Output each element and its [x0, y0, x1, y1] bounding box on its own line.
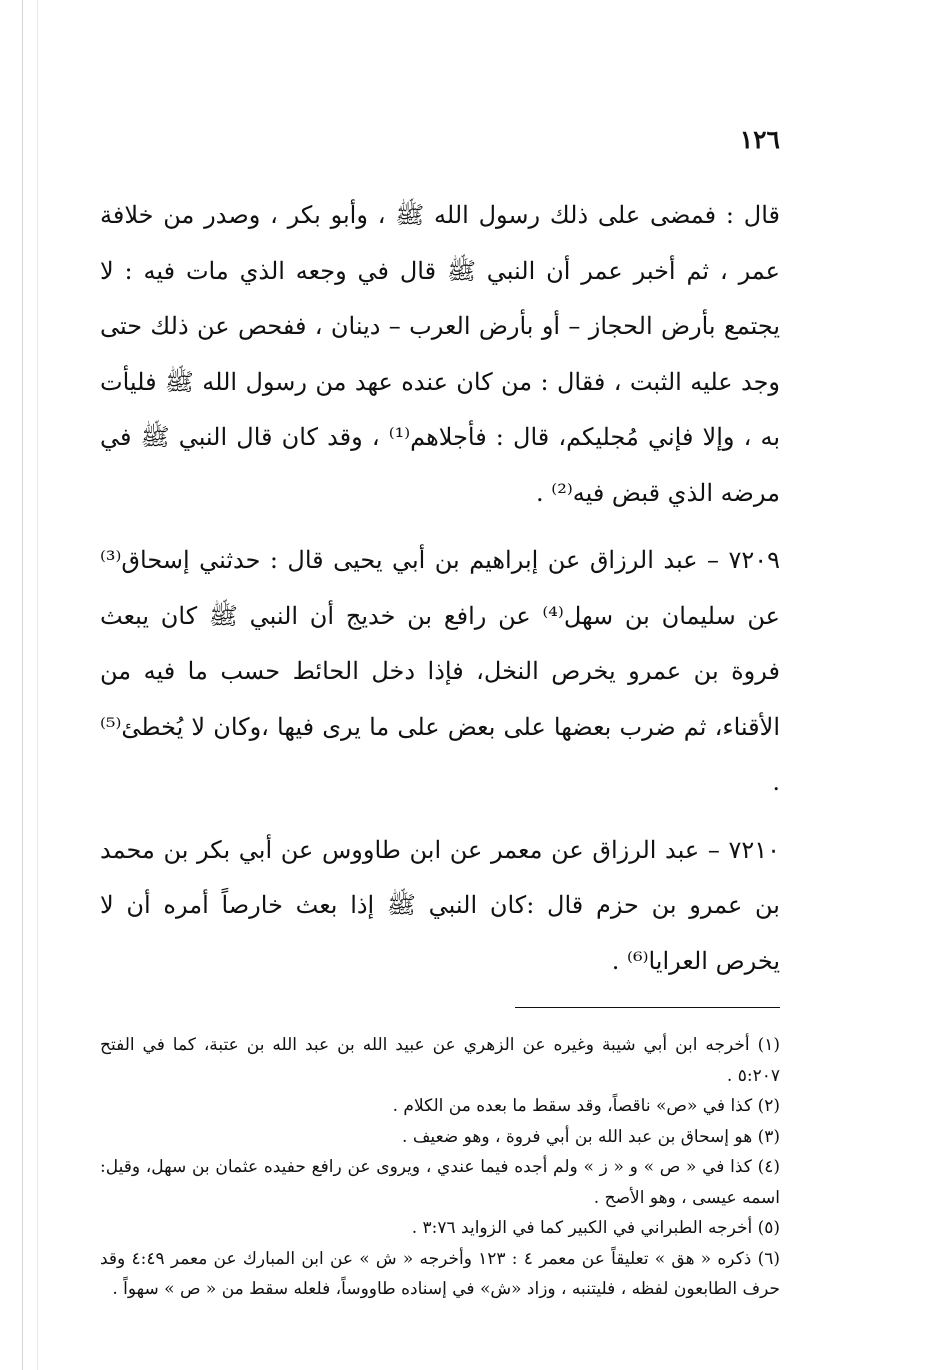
footnote-1: (١) أخرجه ابن أبي شيبة وغيره عن الزهري عن عبيد الله بن عبد الله بن عتبة، كما في الفتح ٥:٢٠٧ .	[100, 1035, 780, 1086]
paragraph-hadith-7210: ٧٢١٠ – عبد الرزاق عن معمر عن ابن طاووس عن أبي بكر بن محمد بن عمرو بن حزم قال :كان النبي ﷺ إذا بعث خارصاً أمره أن لا يخرص العرايا⁽⁶⁾ .	[100, 835, 780, 975]
footnote-separator-wrap	[100, 989, 780, 1030]
footnotes	[100, 1030, 780, 1305]
paragraph-hadith-7209: ٧٢٠٩ – عبد الرزاق عن إبراهيم بن أبي يحيى قال : حدثني إسحاق⁽³⁾ عن سليمان بن سهل⁽⁴⁾ عن رافع بن خديج أن النبي ﷺ كان يبعث فروة بن عمرو يخرص النخل، فإذا دخل الحائط حسب ما فيه من الأقناء، ثم ضرب بعضها على بعض على ما يرى فيها ،وكان لا يُخطئ⁽⁵⁾ .	[100, 546, 780, 796]
footnote-2: (٢) كذا في «ص» ناقصاً، وقد سقط ما بعده من الكلام .	[392, 1096, 780, 1116]
footnote-6: (٦) ذكره « هق » تعليقاً عن معمر ٤ : ١٢٣ وأخرجه « ش » عن ابن المبارك عن معمر ٤:٤٩ وقد حرف الطابعون لفظه ، فليتنبه ، وزاد «ش» في إسناده طاووساً، فلعله سقط من « ص » سهواً .	[100, 1248, 780, 1299]
paragraph-narration: قال : فمضى على ذلك رسول الله ﷺ ، وأبو بكر ، وصدر من خلافة عمر ، ثم أخبر عمر أن النبي ﷺ قال في وجعه الذي مات فيه : لا يجتمع بأرض الحجاز – أو بأرض العرب – دينان ، ففحص عن ذلك حتى وجد عليه الثبت ، فقال : من كان عنده عهد من رسول الله ﷺ فليأت به ، وإلا فإني مُجليكم، قال : فأجلاهم⁽¹⁾ ، وقد كان قال النبي ﷺ في مرضه الذي قبض فيه⁽²⁾ .	[100, 201, 781, 507]
footnote-3: (٣) هو إسحاق بن عبد الله بن أبي فروة ، وهو ضعيف .	[402, 1126, 780, 1147]
footnote-4: (٤) كذا في « ص » و « ز » ولم أجده فيما عندي ، ويروى عن رافع حفيده عثمان بن سهل، وقيل: اسمه عيسى ، وهو الأصح .	[100, 1157, 780, 1208]
page-number: ١٢٦	[739, 125, 780, 154]
footnote-separator	[515, 1007, 780, 1008]
book-page	[100, 120, 780, 1305]
scan-edge	[22, 0, 38, 1370]
footnote-5: (٥) أخرجه الطبراني في الكبير كما في الزوايد ٣:٧٦ .	[411, 1218, 780, 1238]
